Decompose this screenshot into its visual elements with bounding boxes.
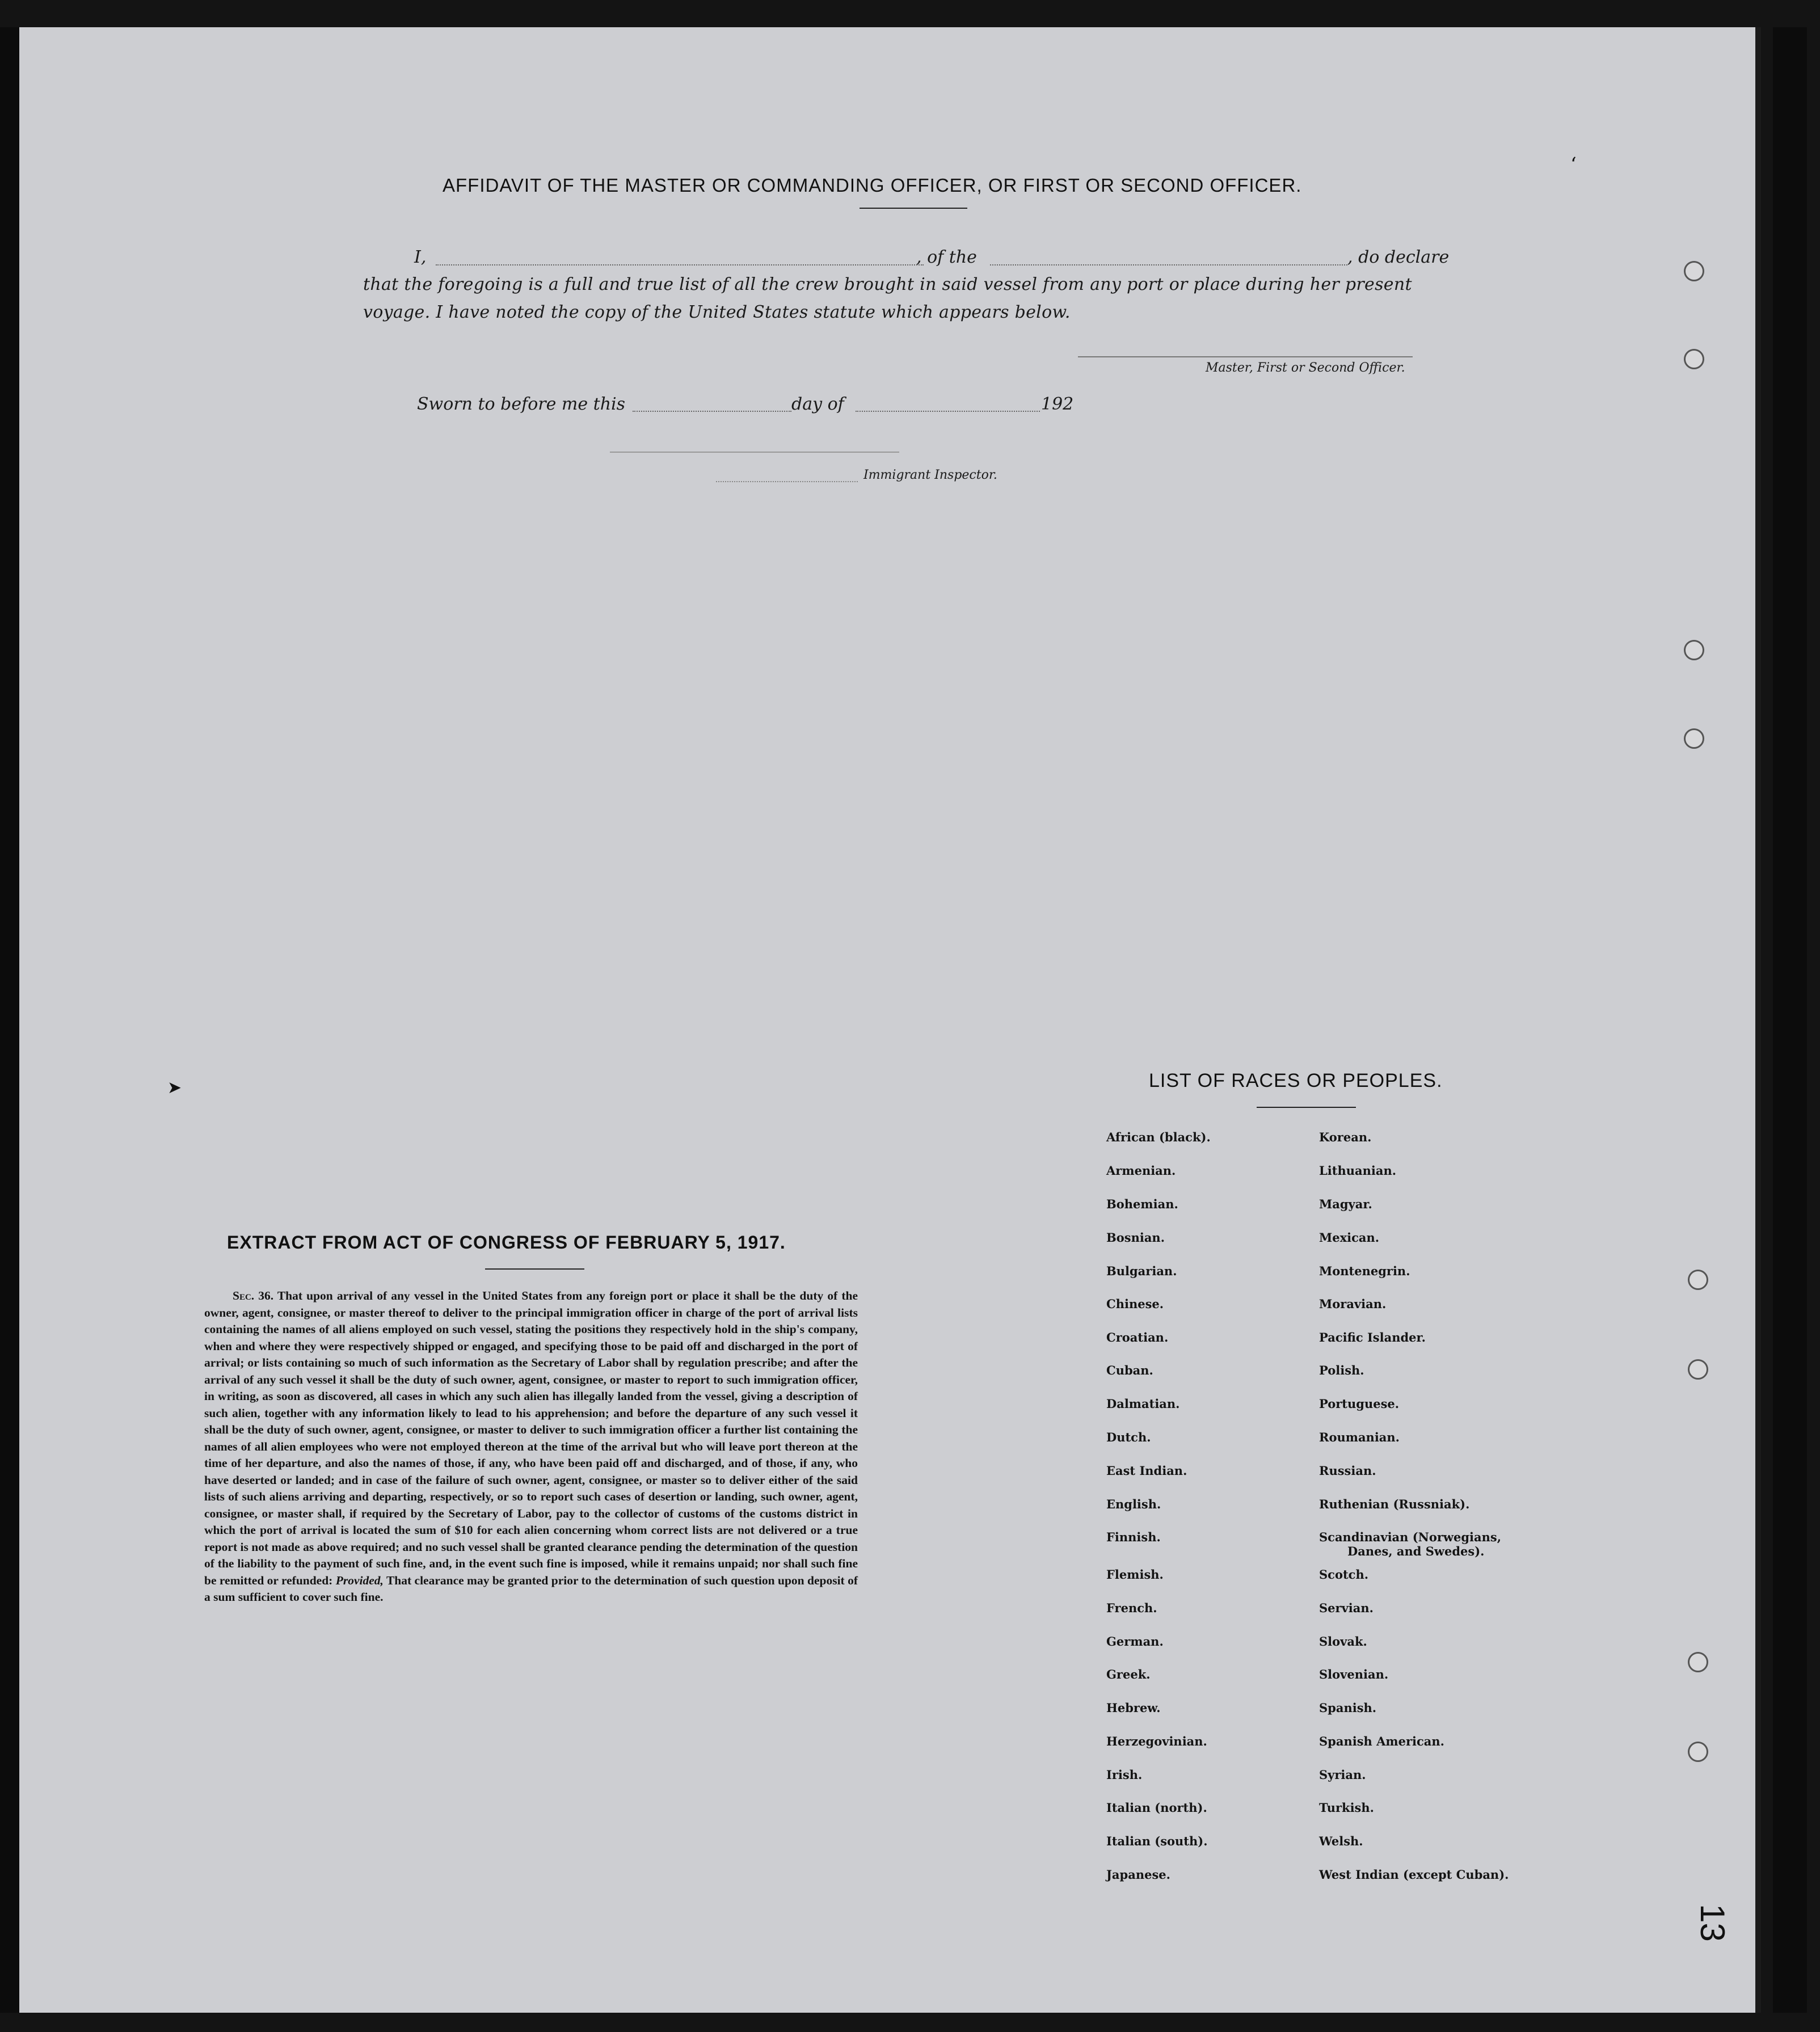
race-item: Dalmatian.	[1106, 1397, 1180, 1411]
race-item: Mexican.	[1319, 1230, 1380, 1245]
page-number: 13	[1693, 1904, 1731, 1942]
extract-title-rule	[485, 1268, 584, 1270]
race-item: German.	[1106, 1634, 1164, 1649]
race-item: Flemish.	[1106, 1567, 1164, 1582]
race-item: African (black).	[1106, 1130, 1211, 1144]
extract-text-part1: That upon arrival of any vessel in the United States from any foreign port or place it shall be the duty of the owner, agent, consignee, or master thereof to deliver to the principal immigration officer in charge of the port of arrival lists containing the names of all aliens employed on such vessel, stating the positions they respectively hold in the ship's company, when and where they were respectively shipped or engaged, and specifying those to be paid off and discharged in the port of arrival; or lists containing so much of such information as the Secretary of Labor shall by regulation prescribe; and after the arrival of any such vessel it shall be the duty of such owner, agent, consignee, or master to report to such immigration officer, in writing, as soon as discovered, all cases in which any such alien has illegally landed from the vessel, giving a description of such alien, together with any information likely to lead to his apprehension; and before the departure of any such vessel it shall be the duty of such owner, agent, consignee, or master to deliver to such immigration officer a further list containing the names of all alien employees who were not employed thereon at the time of the arrival but who will leave port thereon at the time of her departure, and also the names of those, if any, who have been paid off and discharged, and of those, if any, who have deserted or landed; and in case of the failure of such owner, agent, consignee, or master so to deliver either of the said lists of such aliens arriving and departing, respectively, or so to report such cases of desertion or landing, such owner, agent, consignee, or master shall, if required by the Secretary of Labor, pay to the collector of customs of the customs district in which the port of arrival is located the sum of $10 for each alien concerning whom correct lists are not delivered or a true report is not made as above required; and no such vessel shall be granted clearance pending the determination of the question of the liability to the payment of such fine, and, in the event such fine is imposed, while it remains unpaid; nor shall such fine be remitted or refunded:	[204, 1289, 858, 1587]
race-item: Spanish American.	[1319, 1734, 1444, 1748]
race-item: West Indian (except Cuban).	[1319, 1867, 1509, 1882]
binder-hole	[1688, 1270, 1708, 1290]
binder-hole	[1684, 728, 1704, 749]
right-scan-edge	[1773, 27, 1807, 2013]
extract-provided: Provided,	[335, 1573, 384, 1587]
master-signature-label: Master, First or Second Officer.	[1206, 361, 1405, 375]
declarant-name-blank[interactable]	[436, 264, 924, 265]
race-item: Syrian.	[1319, 1768, 1366, 1782]
race-item: Slovenian.	[1319, 1667, 1389, 1681]
master-signature-line[interactable]	[1078, 356, 1413, 357]
sworn-day-of: day of	[791, 394, 844, 414]
margin-arrow-mark: ➤	[167, 1078, 182, 1098]
race-item: Pacific Islander.	[1319, 1330, 1426, 1344]
races-title: LIST OF RACES OR PEOPLES.	[1149, 1070, 1443, 1091]
race-item: Lithuanian.	[1319, 1163, 1397, 1178]
race-item: Portuguese.	[1319, 1397, 1400, 1411]
race-item: Korean.	[1319, 1130, 1372, 1144]
sworn-month-blank[interactable]	[856, 411, 1040, 412]
race-item: Turkish.	[1319, 1801, 1374, 1815]
race-item: Russian.	[1319, 1464, 1376, 1478]
affidavit-of-the: , of the	[916, 247, 977, 267]
race-item: Polish.	[1319, 1363, 1364, 1377]
sworn-day-blank[interactable]	[633, 411, 791, 412]
race-item: Montenegrin.	[1319, 1264, 1410, 1278]
race-item: Italian (south).	[1106, 1834, 1208, 1848]
race-item: Hebrew.	[1106, 1701, 1161, 1715]
race-item: English.	[1106, 1497, 1161, 1511]
race-item: East Indian.	[1106, 1464, 1187, 1478]
extract-title: EXTRACT FROM ACT OF CONGRESS OF FEBRUARY 5, 1917.	[227, 1232, 786, 1253]
binder-hole	[1684, 349, 1704, 369]
document-page	[19, 27, 1761, 2013]
race-item: Scotch.	[1319, 1567, 1369, 1582]
binder-hole	[1688, 1359, 1708, 1380]
race-item: Finnish.	[1106, 1530, 1161, 1544]
race-item: Herzegovinian.	[1106, 1734, 1207, 1748]
race-item: Italian (north).	[1106, 1801, 1207, 1815]
margin-tick-mark: ʻ	[1570, 153, 1577, 176]
binder-hole	[1684, 261, 1704, 281]
extract-body	[204, 1288, 858, 1606]
affidavit-line3: voyage. I have noted the copy of the United States statute which appears below.	[363, 302, 1071, 322]
race-item: Japanese.	[1106, 1867, 1170, 1882]
vessel-name-blank[interactable]	[990, 264, 1347, 265]
affidavit-line2: that the foregoing is a full and true list of all the crew brought in said vessel from any port or place during her present	[363, 275, 1412, 294]
race-item: Scandinavian (Norwegians,	[1319, 1530, 1502, 1544]
race-item: Magyar.	[1319, 1197, 1372, 1211]
sworn-year: 192	[1041, 394, 1074, 414]
inspector-label: Immigrant Inspector.	[863, 468, 997, 482]
race-item: Bulgarian.	[1106, 1264, 1177, 1278]
binder-hole	[1684, 640, 1704, 660]
race-item: Cuban.	[1106, 1363, 1153, 1377]
race-item: Croatian.	[1106, 1330, 1169, 1344]
sworn-text: Sworn to before me this	[417, 394, 626, 414]
binder-hole	[1688, 1742, 1708, 1762]
races-title-rule	[1257, 1107, 1356, 1108]
race-item: Dutch.	[1106, 1430, 1151, 1444]
race-item: Welsh.	[1319, 1834, 1363, 1848]
binder-hole	[1688, 1652, 1708, 1672]
affidavit-title-rule	[860, 208, 967, 209]
race-item: Armenian.	[1106, 1163, 1176, 1178]
race-item: Greek.	[1106, 1667, 1151, 1681]
race-item: Danes, and Swedes).	[1347, 1544, 1485, 1558]
affidavit-i: I,	[414, 247, 427, 267]
race-item: Spanish.	[1319, 1701, 1377, 1715]
race-item: Roumanian.	[1319, 1430, 1400, 1444]
affidavit-title: AFFIDAVIT OF THE MASTER OR COMMANDING OFFICER, OR FIRST OR SECOND OFFICER.	[443, 175, 1302, 196]
extract-text-part2: That clearance may be granted prior to the determination of such question upon deposit of a sum sufficient to cover such fine.	[204, 1573, 858, 1604]
race-item: Slovak.	[1319, 1634, 1367, 1649]
race-item: Ruthenian (Russniak).	[1319, 1497, 1470, 1511]
affidavit-declare: , do declare	[1347, 247, 1450, 267]
extract-section-number: Sec. 36.	[233, 1289, 274, 1302]
race-item: French.	[1106, 1601, 1157, 1615]
inspector-signature-line[interactable]	[610, 452, 899, 453]
race-item: Bosnian.	[1106, 1230, 1165, 1245]
race-item: Moravian.	[1319, 1297, 1387, 1311]
race-item: Bohemian.	[1106, 1197, 1178, 1211]
race-item: Servian.	[1319, 1601, 1374, 1615]
race-item: Chinese.	[1106, 1297, 1164, 1311]
race-item: Irish.	[1106, 1768, 1143, 1782]
inspector-name-dots	[716, 481, 858, 482]
